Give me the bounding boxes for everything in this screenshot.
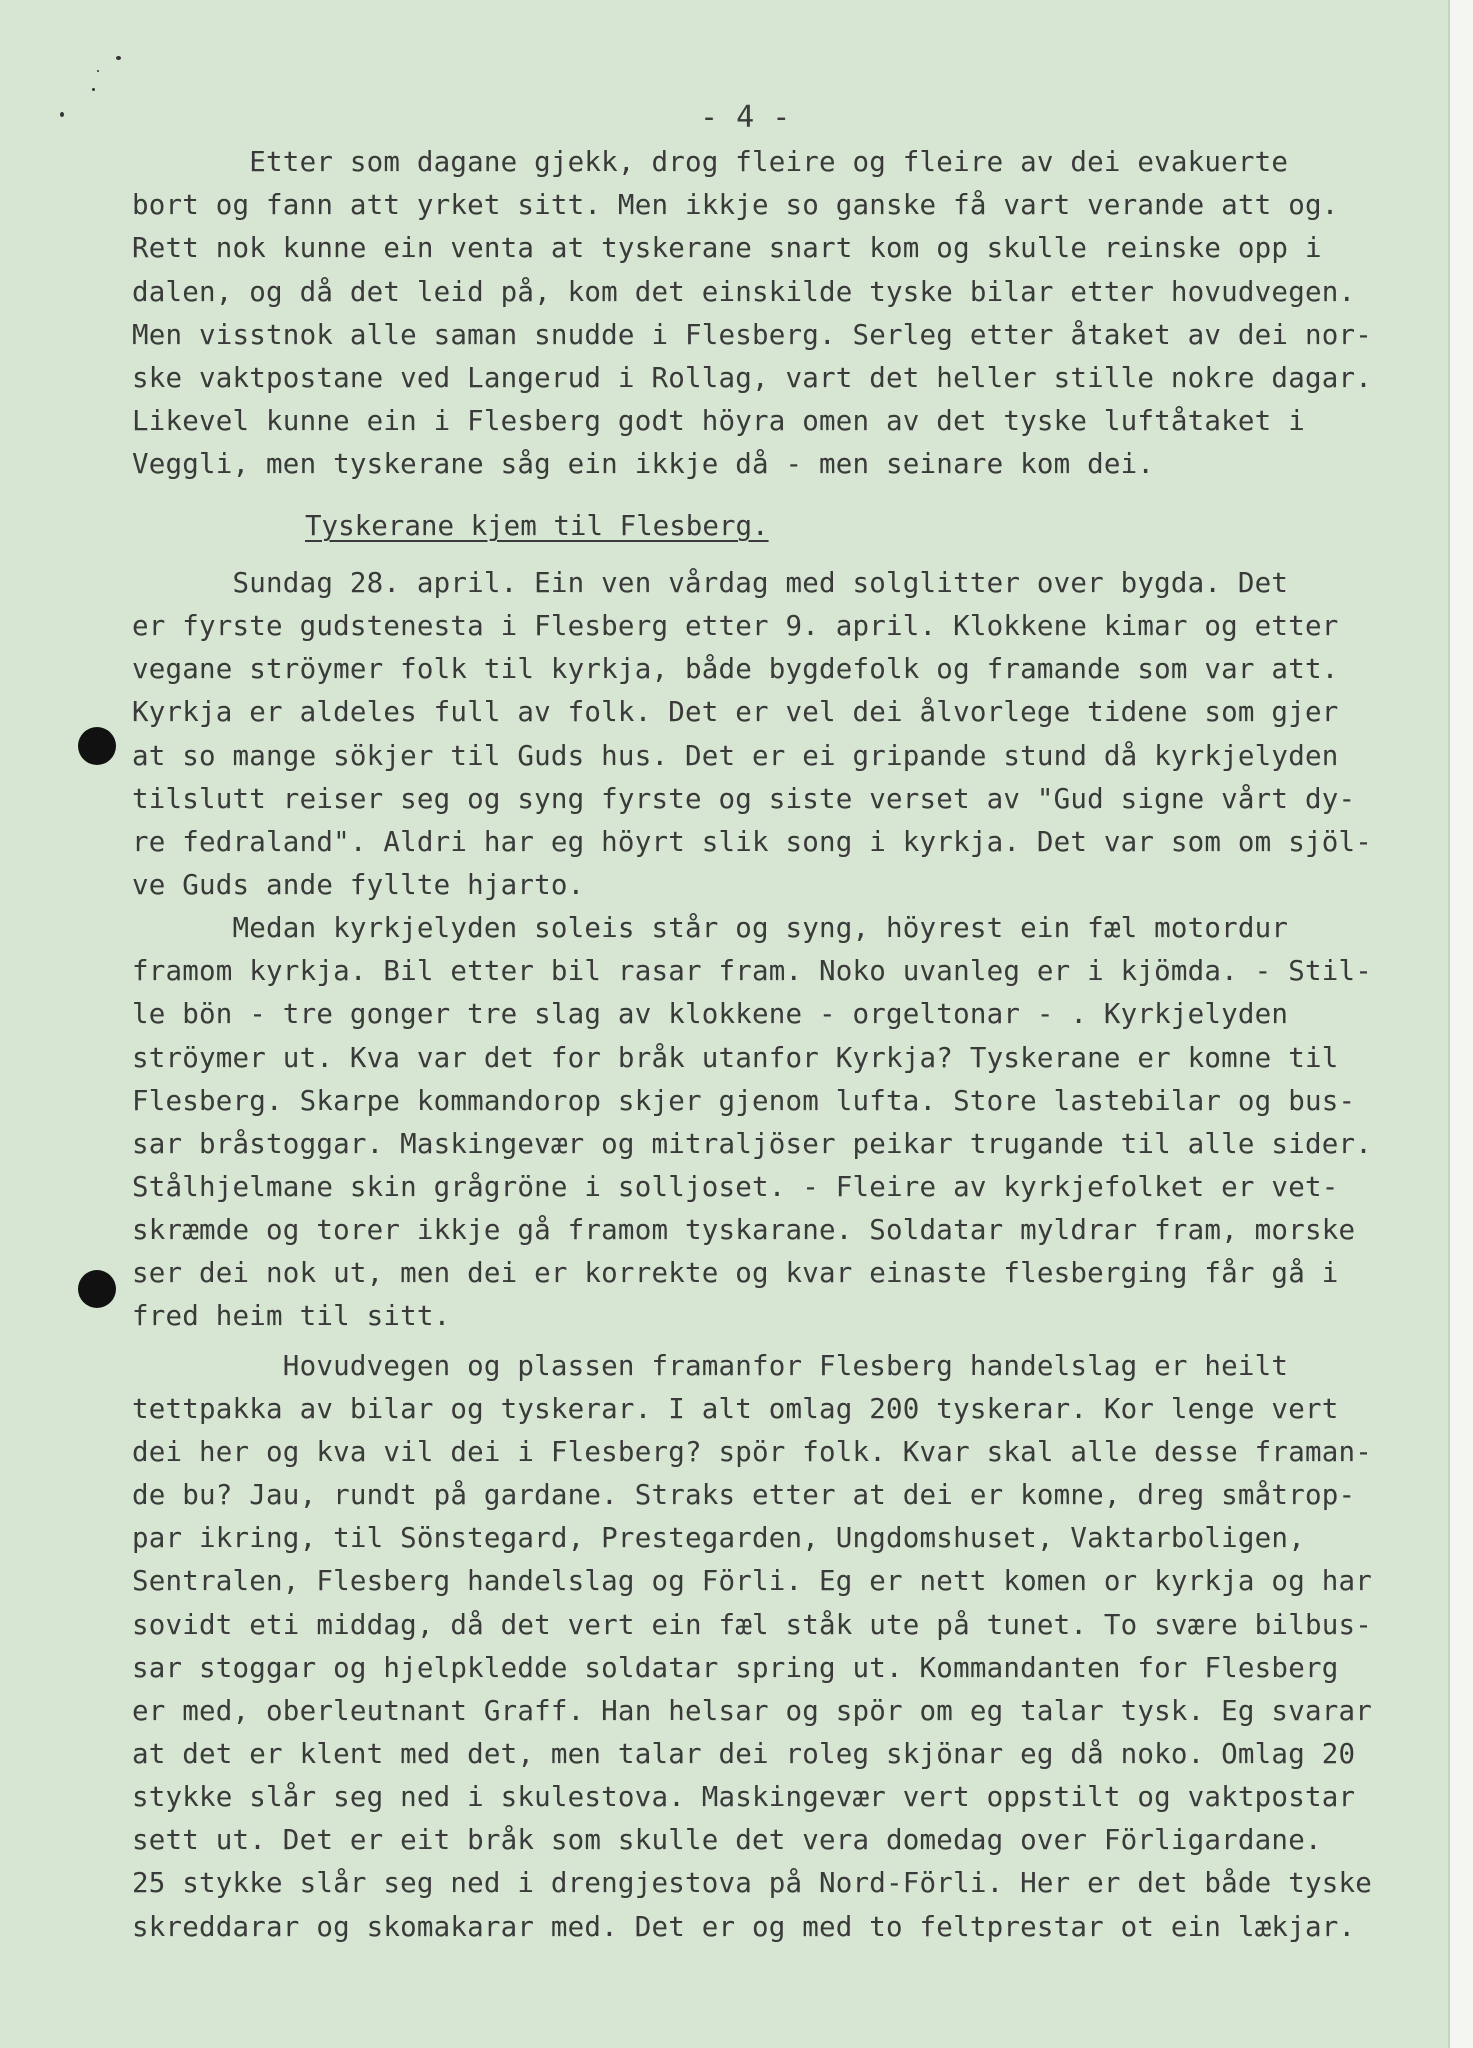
- text-line: de bu? Jau, rundt på gardane. Straks etter at dei er komne, dreg småtrop-: [132, 1479, 1356, 1511]
- punch-hole: [78, 1270, 116, 1308]
- text-line: ser dei nok ut, men dei er korrekte og kvar einaste flesberging får gå i: [132, 1257, 1339, 1289]
- ink-speck: [92, 88, 95, 91]
- text-line: stykke slår seg ned i skulestova. Maskingevær vert oppstilt og vaktpostar: [132, 1781, 1356, 1813]
- text-line: ve Guds ande fyllte hjarto.: [132, 869, 585, 901]
- text-line: ströymer ut. Kva var det for bråk utanfor Kyrkja? Tyskerane er komne til: [132, 1042, 1339, 1074]
- text-line: tilslutt reiser seg og syng fyrste og siste verset av "Gud signe vårt dy-: [132, 783, 1356, 815]
- text-line: Men visstnok alle saman snudde i Flesberg. Serleg etter åtaket av dei nor-: [132, 319, 1372, 351]
- text-line: er med, oberleutnant Graff. Han helsar og spör om eg talar tysk. Eg svarar: [132, 1695, 1372, 1727]
- text-line: Flesberg. Skarpe kommandorop skjer gjenom lufta. Store lastebilar og bus-: [132, 1085, 1356, 1117]
- section-heading: Tyskerane kjem til Flesberg.: [305, 510, 769, 542]
- text-line: sar bråstoggar. Maskingevær og mitraljöser peikar trugande til alle sider.: [132, 1128, 1372, 1160]
- text-line: tettpakka av bilar og tyskerar. I alt omlag 200 tyskerar. Kor lenge vert: [132, 1393, 1339, 1425]
- text-line: Likevel kunne ein i Flesberg godt höyra omen av det tyske luftåtaket i: [132, 405, 1305, 437]
- text-line: at det er klent med det, men talar dei roleg skjönar eg då noko. Omlag 20: [132, 1738, 1356, 1770]
- text-line: ske vaktpostane ved Langerud i Rollag, vart det heller stille nokre dagar.: [132, 362, 1372, 394]
- text-line: Kyrkja er aldeles full av folk. Det er vel dei ålvorlege tidene som gjer: [132, 696, 1339, 728]
- text-line: dei her og kva vil dei i Flesberg? spör folk. Kvar skal alle desse framan-: [132, 1436, 1372, 1468]
- punch-hole: [78, 727, 116, 765]
- text-line: bort og fann att yrket sitt. Men ikkje so ganske få vart verande att og.: [132, 189, 1339, 221]
- text-line: Rett nok kunne ein venta at tyskerane snart kom og skulle reinske opp i: [132, 232, 1322, 264]
- scan-margin: [1450, 0, 1473, 2048]
- text-line: Etter som dagane gjekk, drog fleire og fleire av dei evakuerte: [132, 146, 1289, 178]
- text-line: re fedraland". Aldri har eg höyrt slik song i kyrkja. Det var som om sjöl-: [132, 826, 1372, 858]
- text-line: skreddarar og skomakarar med. Det er og med to feltprestar ot ein lækjar.: [132, 1911, 1356, 1943]
- text-line: dalen, og då det leid på, kom det einskilde tyske bilar etter hovudvegen.: [132, 276, 1356, 308]
- text-line: skræmde og torer ikkje gå framom tyskarane. Soldatar myldrar fram, morske: [132, 1214, 1356, 1246]
- text-line: Veggli, men tyskerane såg ein ikkje då - men seinare kom dei.: [132, 448, 1155, 480]
- ink-speck: [60, 112, 64, 117]
- text-line: sovidt eti middag, då det vert ein fæl ståk ute på tunet. To svære bilbus-: [132, 1609, 1372, 1641]
- ink-speck: [116, 56, 121, 60]
- text-line: Sundag 28. april. Ein ven vårdag med solglitter over bygda. Det: [132, 567, 1289, 599]
- text-line: Sentralen, Flesberg handelslag og Förli. Eg er nett komen or kyrkja og har: [132, 1565, 1372, 1597]
- text-line: Medan kyrkjelyden soleis står og syng, höyrest ein fæl motordur: [132, 912, 1289, 944]
- text-line: fred heim til sitt.: [132, 1300, 451, 1332]
- text-line: par ikring, til Sönstegard, Prestegarden, Ungdomshuset, Vaktarboligen,: [132, 1522, 1305, 1554]
- text-line: er fyrste gudstenesta i Flesberg etter 9. april. Klokkene kimar og etter: [132, 610, 1339, 642]
- text-line: 25 stykke slår seg ned i drengjestova på Nord-Förli. Her er det både tyske: [132, 1867, 1372, 1899]
- text-line: framom kyrkja. Bil etter bil rasar fram. Noko uvanleg er i kjömda. - Stil-: [132, 955, 1372, 987]
- text-line: at so mange sökjer til Guds hus. Det er ei gripande stund då kyrkjelyden: [132, 740, 1339, 772]
- ink-speck: [97, 70, 99, 72]
- page-number: - 4 -: [700, 100, 791, 135]
- text-line: Stålhjelmane skin grågröne i solljoset. - Fleire av kyrkjefolket er vet-: [132, 1171, 1339, 1203]
- text-line: sett ut. Det er eit bråk som skulle det vera domedag over Förligardane.: [132, 1824, 1322, 1856]
- text-line: Hovudvegen og plassen framanfor Flesberg handelslag er heilt: [132, 1350, 1289, 1382]
- text-line: vegane ströymer folk til kyrkja, både bygdefolk og framande som var att.: [132, 653, 1339, 685]
- text-line: le bön - tre gonger tre slag av klokkene - orgeltonar - . Kyrkjelyden: [132, 998, 1289, 1030]
- text-line: sar stoggar og hjelpkledde soldatar spring ut. Kommandanten for Flesberg: [132, 1652, 1339, 1684]
